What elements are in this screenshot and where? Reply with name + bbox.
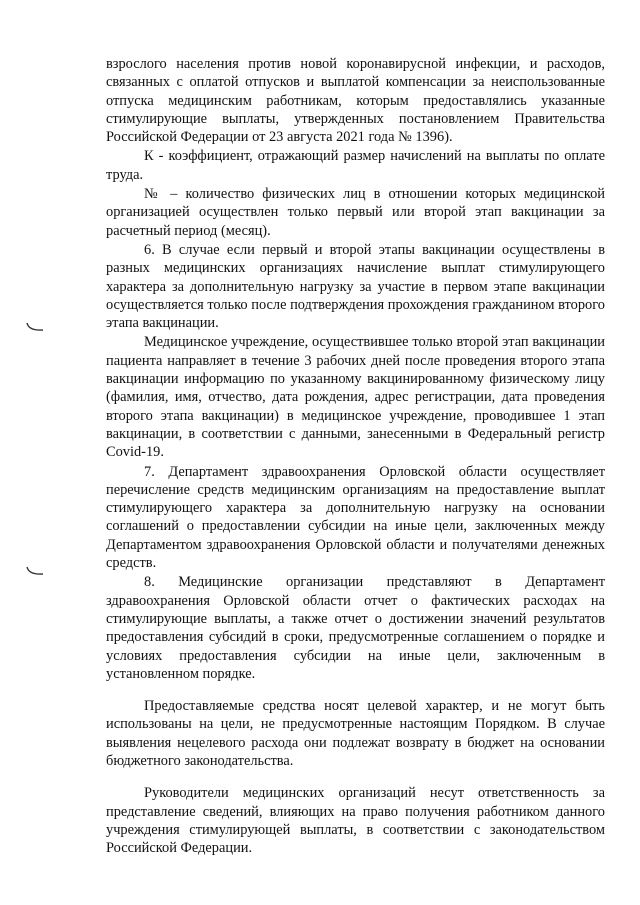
paragraph-item-7: 7. Департамент здравоохранения Орловской области осуществляет перечисление средств медицинским организациям на предоставление выплат стимулирующего характера за дополнительную нагрузку на основании соглашений о предоставлении субсидии на иные цели, заключенных между Департаментом здравоохранения Орловской области и получателями денежных средств. (106, 463, 605, 572)
hole-punch-mark (26, 566, 44, 576)
paragraph-continuation: взрослого населения против новой коронавирусной инфекции, и расходов, связанных с оплатой отпусков и выплатой компенсации за неиспользованные отпуска медицинским работникам, которым предоставлялись указанные стимулирующие выплаты, утвержденных постановлением Правительства Российской Федерации от 23 августа 2021 года № 1396). (106, 56, 605, 146)
paragraph-responsibility: Руководители медицинских организаций несут ответственность за представление сведений, влияющих на право получения работником данного учреждения стимулирующей выплаты, в соответствии с законодательством Российской Федерации. (106, 785, 605, 857)
paragraph-targeted-funds: Предоставляемые средства носят целевой характер, и не могут быть использованы на цели, не предусмотренные настоящим Порядком. В случае выявления нецелевого расхода они подлежат возврату в бюджет на основании бюджетного законодательства. (106, 698, 605, 769)
document-body (106, 55, 605, 857)
paragraph-number-of-persons: № – количество физических лиц в отношении которых медицинской организацией осуществлен только первый или второй этап вакцинации за расчетный период (месяц). (106, 186, 605, 239)
paragraph-item-6: 6. В случае если первый и второй этапы вакцинации осуществлены в разных медицинских организациях начисление выплат стимулирующего характера за дополнительную нагрузку за участие в первом этапе вакцинации осуществляется только после подтверждения прохождения гражданином второго этапа вакцинации. (106, 241, 605, 332)
paragraph-coefficient-k: К - коэффициент, отражающий размер начислений на выплаты по оплате труда. (106, 148, 605, 183)
paragraph-medical-institution: Медицинское учреждение, осуществившее только второй этап вакцинации пациента направляет в течение 3 рабочих дней после проведения второго этапа вакцинации информацию по указанному вакцинированному физическому лицу (фамилия, имя, отчество, дата рождения, адрес регистрации, дата проведения второго этапа вакцинации) в медицинское учреждение, проводившее 1 этап вакцинации, в соответствии с данными, занесенными в Федеральный регистр Covid-19. (106, 334, 605, 461)
paragraph-item-8: 8. Медицинские организации представляют в Департамент здравоохранения Орловской области отчет о фактических расходах на стимулирующие выплаты, а также отчет о достижении значений результатов предоставления субсидий в сроки, предусмотренные соглашением о порядке и условиях предоставления субсидии на иные цели, заключенным в установленном порядке. (106, 574, 605, 682)
hole-punch-mark (26, 322, 44, 332)
